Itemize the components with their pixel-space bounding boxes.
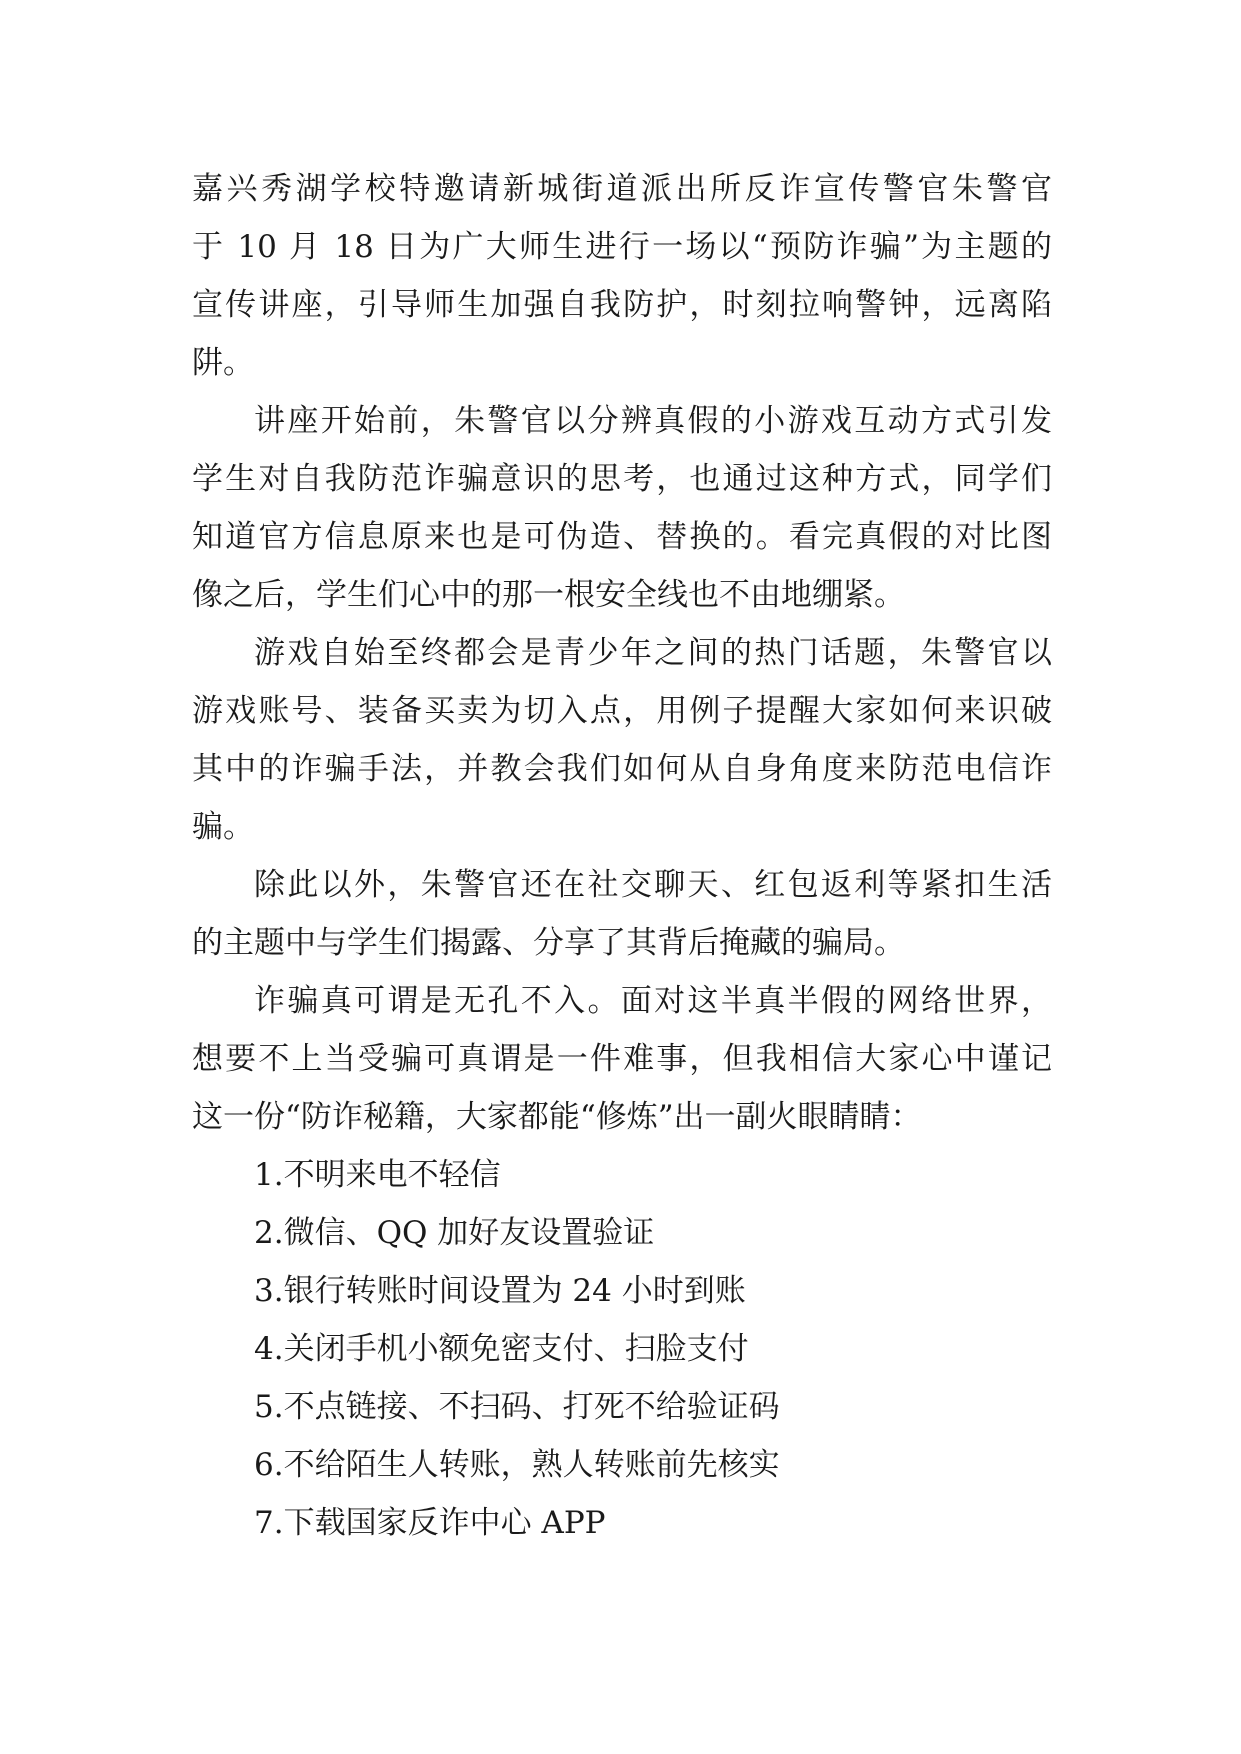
paragraph-intro (192, 160, 1052, 392)
paragraph-conclusion (192, 972, 1052, 1146)
text-line: 想要不上当受骗可真谓是一件难事，但我相信大家心中谨记 (192, 1041, 1052, 1077)
text-line: 骗。 (192, 809, 254, 845)
text-line: 像之后，学生们心中的那一根安全线也不由地绷紧。 (192, 577, 905, 613)
paragraph-opening-game (192, 392, 1052, 624)
text-line: 游戏账号、装备买卖为切入点，用例子提醒大家如何来识破 (192, 693, 1052, 729)
article-body (192, 160, 1052, 1552)
list-item: 5.不点链接、不扫码、打死不给验证码 (254, 1389, 780, 1425)
text-line: 其中的诈骗手法，并教会我们如何从自身角度来防范电信诈 (192, 751, 1052, 787)
text-line: 于 10 月 18 日为广大师生进行一场以“预防诈骗”为主题的 (192, 229, 1052, 265)
text-line: 阱。 (192, 345, 254, 381)
text-line: 嘉兴秀湖学校特邀请新城街道派出所反诈宣传警官朱警官 (192, 171, 1052, 207)
paragraph-social-scams (192, 856, 1052, 972)
text-line: 宣传讲座，引导师生加强自我防护，时刻拉响警钟，远离陷 (192, 287, 1052, 323)
list-item: 6.不给陌生人转账，熟人转账前先核实 (254, 1447, 780, 1483)
text-line: 除此以外，朱警官还在社交聊天、红包返利等紧扣生活 (254, 867, 1052, 903)
text-line: 这一份“防诈秘籍，大家都能“修炼”出一副火眼睛睛： (192, 1099, 922, 1135)
text-line: 诈骗真可谓是无孔不入。面对这半真半假的网络世界， (254, 983, 1052, 1019)
anti-fraud-tips-list (192, 1146, 1052, 1552)
list-item: 1.不明来电不轻信 (254, 1157, 501, 1193)
text-line: 学生对自我防范诈骗意识的思考，也通过这种方式，同学们 (192, 461, 1052, 497)
text-line: 游戏自始至终都会是青少年之间的热门话题，朱警官以 (254, 635, 1052, 671)
paragraph-game-accounts (192, 624, 1052, 856)
text-line: 知道官方信息原来也是可伪造、替换的。看完真假的对比图 (192, 519, 1052, 555)
list-item: 3.银行转账时间设置为 24 小时到账 (254, 1273, 746, 1309)
text-line: 讲座开始前，朱警官以分辨真假的小游戏互动方式引发 (254, 403, 1052, 439)
list-item: 4.关闭手机小额免密支付、扫脸支付 (254, 1331, 749, 1367)
text-line: 的主题中与学生们揭露、分享了其背后掩藏的骗局。 (192, 925, 905, 961)
list-item: 2.微信、QQ 加好友设置验证 (254, 1215, 655, 1251)
list-item: 7.下载国家反诈中心 APP (254, 1505, 606, 1541)
